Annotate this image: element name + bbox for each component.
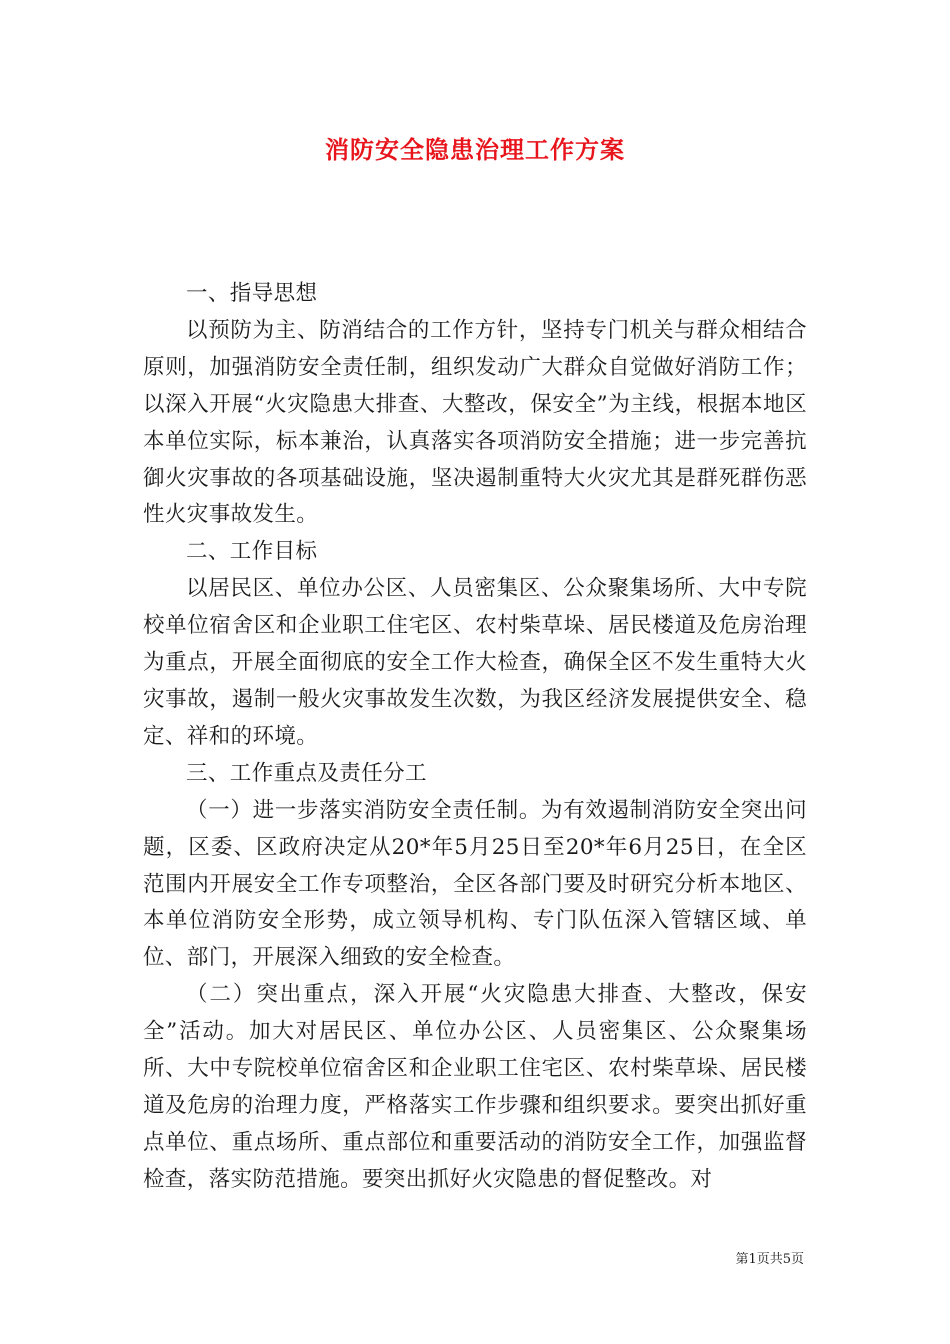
paragraph: 以居民区、单位办公区、人员密集区、公众聚集场所、大中专院校单位宿舍区和企业职工住宅区、农村柴草垛、居民楼道及危房治理为重点，开展全面彻底的安全工作大检查，确保全区不发生重特大火灾事故，遏制一般火灾事故发生次数，为我区经济发展提供安全、稳定、祥和的环境。 [143, 576, 807, 749]
page-footer: 第1页共5页 [735, 1252, 804, 1267]
paragraph: 以预防为主、防消结合的工作方针，坚持专门机关与群众相结合原则，加强消防安全责任制，组织发动广大群众自觉做好消防工作；以深入开展“火灾隐患大排查、大整改，保安全”为主线，根据本地区本单位实际，标本兼治，认真落实各项消防安全措施；进一步完善抗御火灾事故的各项基础设施，坚决遏制重特大火灾尤其是群死群伤恶性火灾事故发生。 [143, 317, 807, 528]
paragraph: （二）突出重点，深入开展“火灾隐患大排查、大整改，保安全”活动。加大对居民区、单位办公区、人员密集区、公众聚集场所、大中专院校单位宿舍区和企业职工住宅区、农村柴草垛、居民楼道及危房的治理力度，严格落实工作步骤和组织要求。要突出抓好重点单位、重点场所、重点部位和重要活动的消防安全工作，加强监督检查，落实防范措施。要突出抓好火灾隐患的督促整改。对 [143, 982, 807, 1192]
document-body [143, 276, 807, 1199]
document-title: 消防安全隐患治理工作方案 [325, 135, 625, 164]
section-heading: 一、指导思想 [186, 281, 318, 306]
section-heading: 三、工作重点及责任分工 [186, 760, 427, 786]
paragraph: （一）进一步落实消防安全责任制。为有效遏制消防安全突出问题，区委、区政府决定从20*年5月25日至20*年6月25日，在全区范围内开展安全工作专项整治，全区各部门要及时研究分析本地区、本单位消防安全形势，成立领导机构、专门队伍深入管辖区域、单位、部门，开展深入细致的安全检查。 [143, 797, 807, 971]
section-heading: 二、工作目标 [186, 539, 318, 565]
